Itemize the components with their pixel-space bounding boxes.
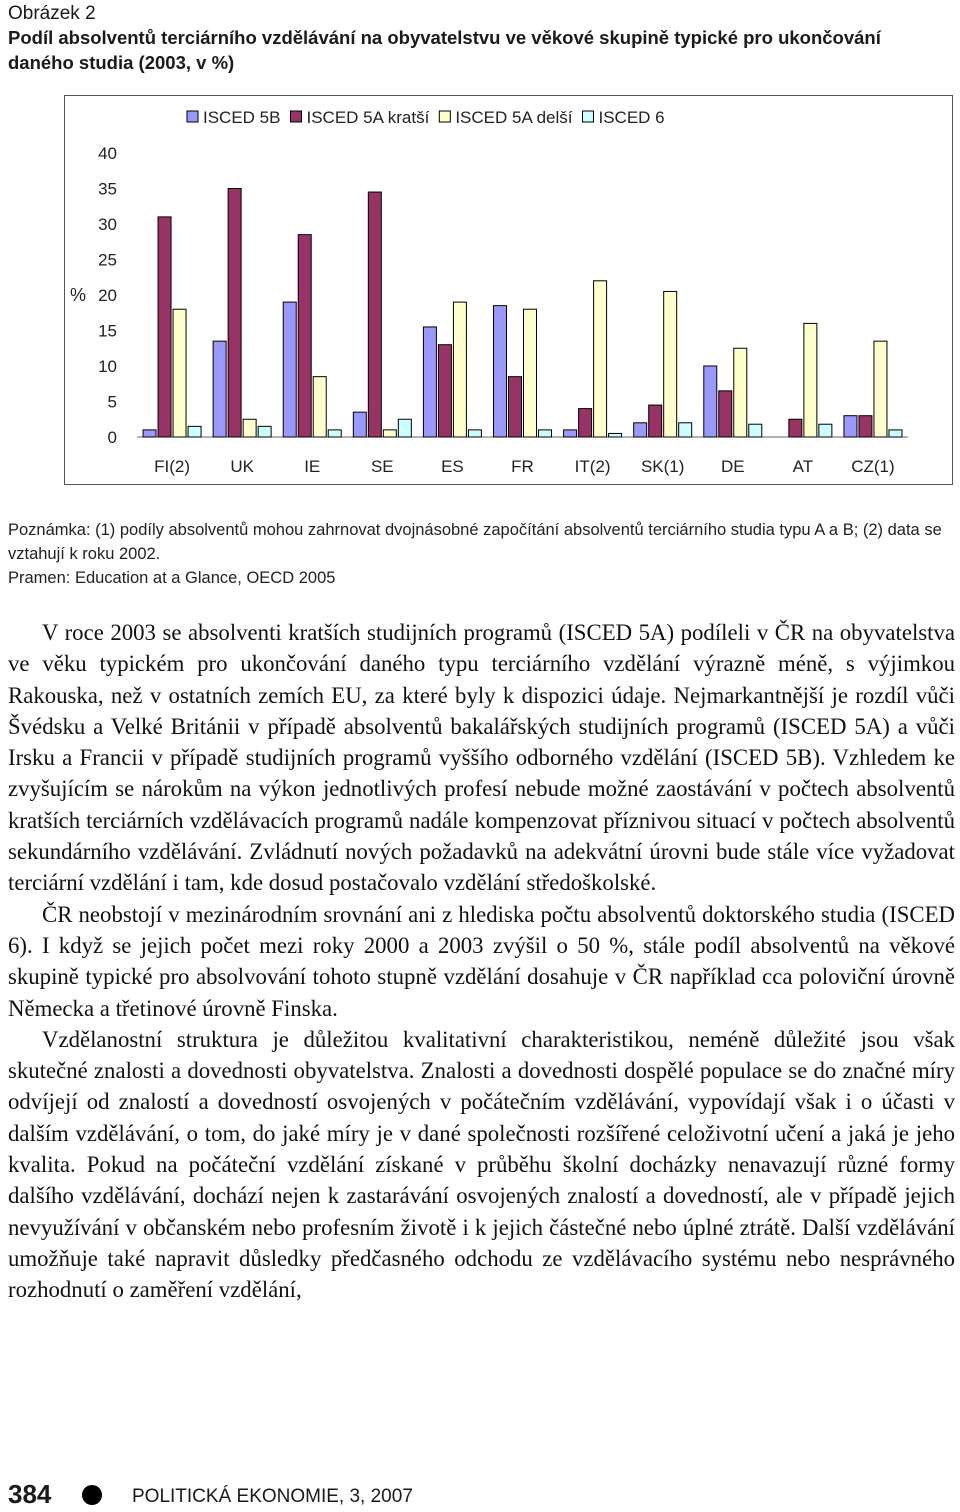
page-number: 384 xyxy=(8,1479,52,1509)
bar xyxy=(844,416,857,437)
bar xyxy=(649,405,662,437)
bar xyxy=(749,424,762,437)
bar xyxy=(804,323,817,437)
bar-chart xyxy=(65,96,954,486)
x-tick-label: AT xyxy=(792,457,814,476)
chart-frame xyxy=(64,95,953,485)
bar xyxy=(453,302,466,437)
x-tick-label: CZ(1) xyxy=(851,457,895,476)
bar xyxy=(634,423,647,437)
bullet-dot-icon xyxy=(82,1485,102,1505)
bar xyxy=(494,306,507,437)
bar xyxy=(874,341,887,437)
bar xyxy=(188,426,201,437)
legend-label: ISCED 5B xyxy=(203,108,281,127)
bar xyxy=(859,416,872,437)
bar xyxy=(298,235,311,437)
bar xyxy=(889,430,902,437)
legend-swatch xyxy=(187,111,198,122)
bar xyxy=(594,281,607,437)
x-tick-label: ES xyxy=(441,457,464,476)
bar xyxy=(158,217,171,437)
paragraph: ČR neobstojí v mezinárodním srovnání ani z hlediska počtu absolventů doktorského studia (ISCED 6). I když se jejich počet mezi roky 2000 a 2003 zvýšil o 50 %, stále podíl absolventů na věkové skupině typické pro absolvování tohoto stupně vzdělání dosahuje v ČR například cca poloviční úrovně Německa a třetinové úrovně Finska. xyxy=(8,901,955,1021)
bar xyxy=(579,409,592,437)
figure-label: Obrázek 2 xyxy=(8,3,96,24)
y-axis-label: % xyxy=(70,285,87,305)
bar xyxy=(398,419,411,437)
x-tick-label: IE xyxy=(304,457,321,476)
bar xyxy=(734,348,747,437)
legend-swatch xyxy=(290,111,301,122)
bar xyxy=(173,309,186,437)
paragraph: Vzdělanostní struktura je důležitou kvalitativní charakteristikou, neméně důležité jsou však skutečné znalosti a dovednosti obyvatelstva. Znalosti a dovednosti dospělé populace se do značné míry odvíjejí od znalostí a dovedností osvojených v počátečním vzdělávání, vypovídají však i o účasti v dalším vzdělávání, o tom, do jaké míry je v dané společnosti rozšířené celoživotní učení a jaká je jeho kvalita. Pokud na počáteční vzdělání získané v průběhu školní docházky nenavazují různé formy dalšího vzdělávání, dochází nejen k zastarávání osvojených znalostí a dovedností, ale v případě jejich nevyužívání v občanském nebo profesním životě i k jejich částečné nebo úplné ztrátě. Další vzdělávání umožňuje také napravit důsledky předčasného odchodu ze vzdělávacího systému nebo nesprávného rozhodnutí o zaměření vzdělání, xyxy=(8,1026,955,1303)
figure-source: Pramen: Education at a Glance, OECD 2005 xyxy=(8,569,336,587)
legend-label: ISCED 6 xyxy=(598,108,665,127)
bar xyxy=(539,430,552,437)
y-tick-label: 35 xyxy=(98,179,117,199)
x-tick-label: SE xyxy=(370,457,394,476)
bar xyxy=(423,327,436,437)
legend-label: ISCED 5A delší xyxy=(455,108,573,127)
bar xyxy=(609,433,622,437)
figure-header xyxy=(8,2,948,75)
figure-title: Podíl absolventů terciárního vzdělávání na obyvatelstvu ve věkové skupině typické pro ukončování daného studia (2003, v %) xyxy=(8,27,881,73)
bar xyxy=(664,291,677,437)
y-tick-label: 0 xyxy=(107,428,117,447)
figure-notes xyxy=(8,518,956,590)
y-tick-label: 25 xyxy=(98,250,117,270)
bar xyxy=(719,391,732,437)
x-tick-label: SK(1) xyxy=(640,457,685,476)
legend-swatch xyxy=(439,111,450,122)
bar xyxy=(368,192,381,437)
bar xyxy=(509,377,522,437)
x-tick-label: IT(2) xyxy=(574,457,611,476)
bar xyxy=(143,430,156,437)
bar xyxy=(438,345,451,437)
bar xyxy=(564,430,577,437)
bar xyxy=(679,423,692,437)
bar xyxy=(313,377,326,437)
bar xyxy=(328,430,341,437)
y-tick-label: 30 xyxy=(98,215,117,234)
bar xyxy=(524,309,537,437)
y-tick-label: 5 xyxy=(107,392,117,412)
bar xyxy=(258,426,271,437)
bar xyxy=(704,366,717,437)
x-tick-label: FR xyxy=(511,457,534,476)
bar xyxy=(243,419,256,437)
bar xyxy=(383,430,396,437)
y-tick-label: 10 xyxy=(98,357,117,376)
bar xyxy=(468,430,481,437)
journal-name: POLITICKÁ EKONOMIE, 3, 2007 xyxy=(132,1486,413,1507)
bar xyxy=(353,412,366,437)
y-tick-label: 20 xyxy=(98,286,117,305)
paragraph: V roce 2003 se absolventi kratších studijních programů (ISCED 5A) podíleli v ČR na obyvatelstva ve věku typickém pro ukončování daného typu terciárního vzdělání výrazně méně, s výjimkou Rakouska, než v ostatních zemích EU, za které byly k dispozici údaje. Nejmarkantnější je rozdíl vůči Švédsku a Velké Británii v případě absolventů bakalářských studijních programů (ISCED 5A) a vůči Irsku a Francii v případě studijních programů vyššího odborného vzdělání (ISCED 5B). Vzhledem ke zvyšujícím se nárokům na výkon jednotlivých profesí nebude možné zaostávání v počtech absolventů kratších terciárních vzdělávacích programů nadále kompenzovat příznivou situací v počtech absolventů sekundárního vzdělávání. Zvládnutí nových požadavků na adekvátní úrovni bude stále více vyžadovat terciární vzdělání i tam, kde dosud postačovalo vzdělání středoškolské. xyxy=(8,620,955,896)
y-tick-label: 15 xyxy=(98,321,117,341)
legend-label: ISCED 5A kratší xyxy=(306,108,430,127)
bar xyxy=(283,302,296,437)
article-body xyxy=(8,617,955,1306)
bar xyxy=(213,341,226,437)
bar xyxy=(819,424,832,437)
figure-note: Poznámka: (1) podíly absolventů mohou zahrnovat dvojnásobné započítání absolventů terciárního studia typu A a B; (2) data se vztahují k roku 2002. xyxy=(8,521,942,563)
x-tick-label: DE xyxy=(720,457,745,476)
legend-swatch xyxy=(582,111,593,122)
x-tick-label: UK xyxy=(230,457,254,476)
bar xyxy=(228,189,241,438)
x-tick-label: FI(2) xyxy=(154,457,190,476)
bar xyxy=(789,419,802,437)
y-tick-label: 40 xyxy=(98,144,117,163)
